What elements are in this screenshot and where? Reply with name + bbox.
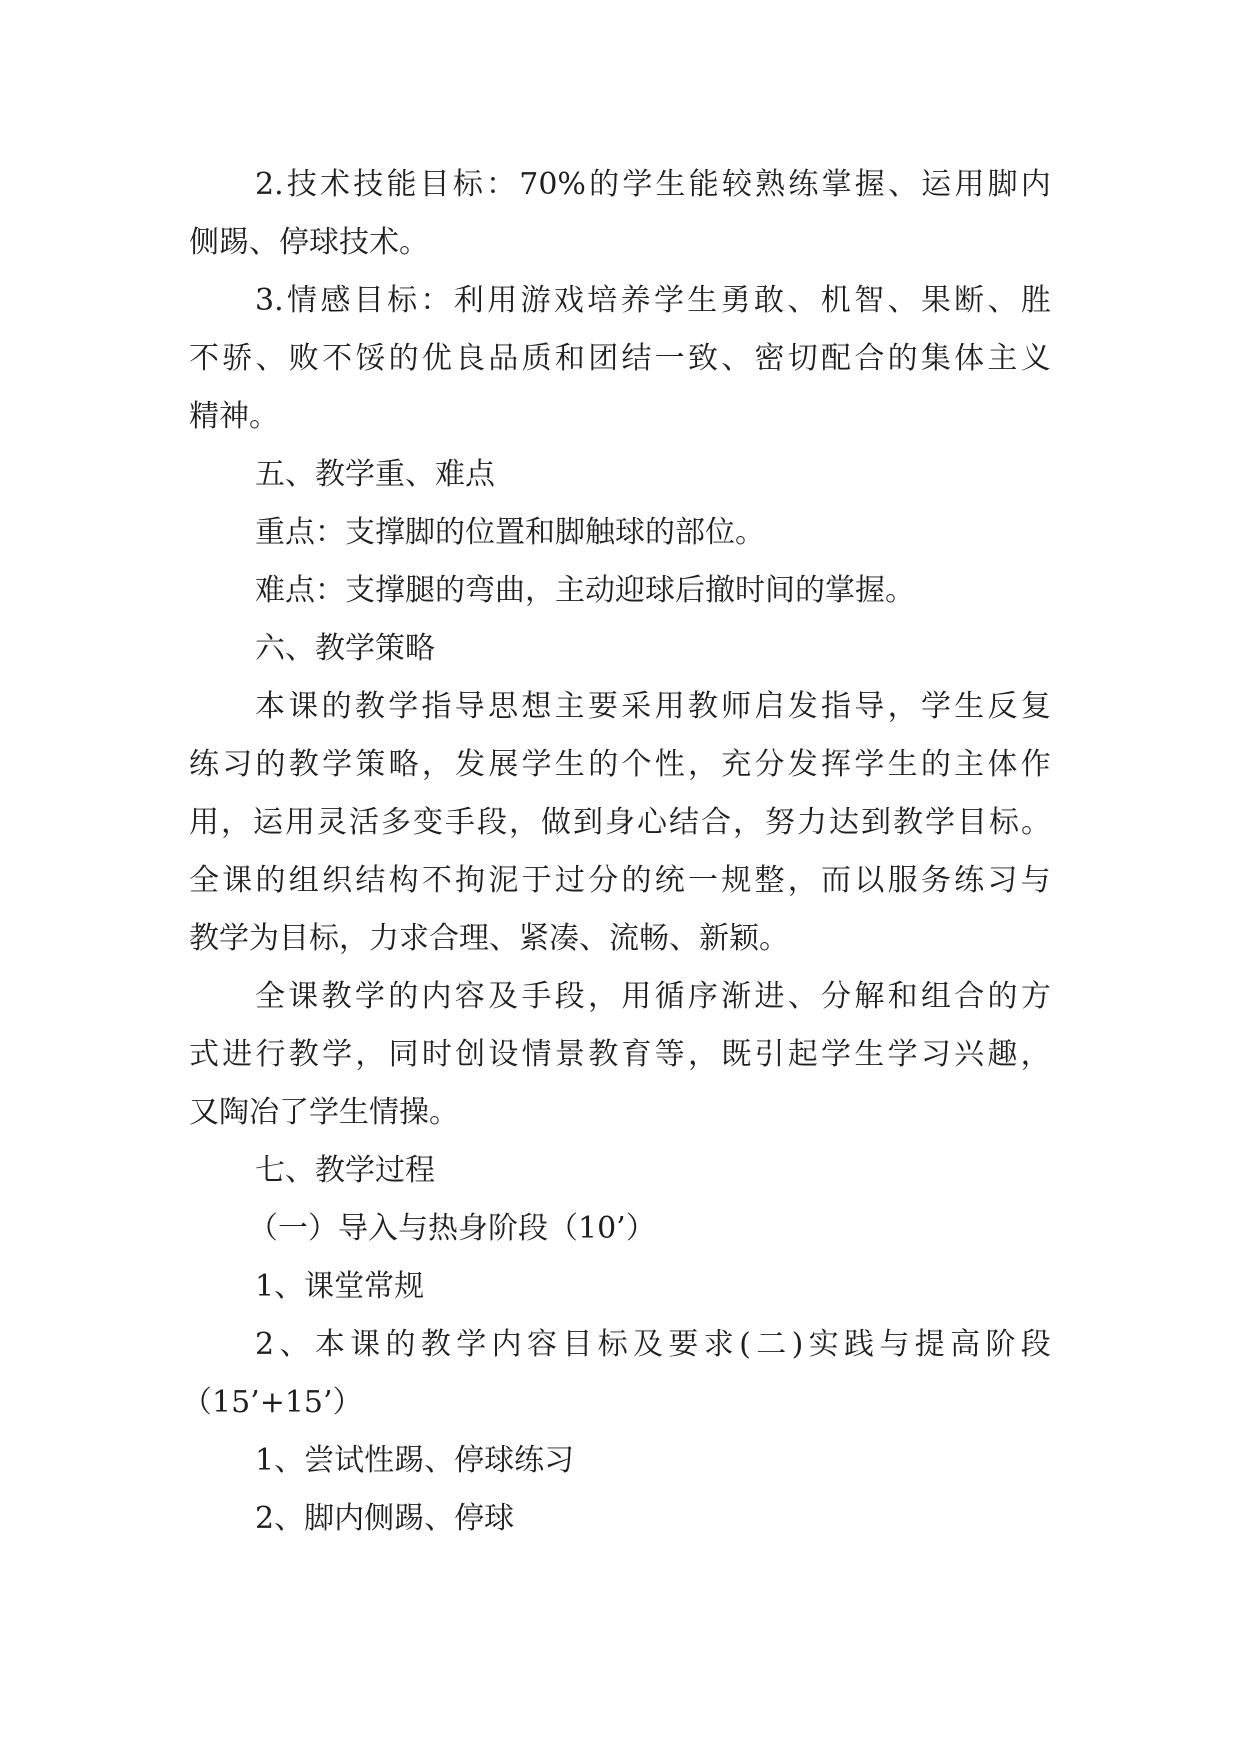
- strategy-paragraph-line: 本 课 的 教 学 指 导 思 想 主 要 采 用 教 师 启 发 指 导 ， 学 生 反 复: [255, 689, 1051, 724]
- goal-skill-line: 2. 技 术 技 能 目 标 ： 70% 的 学 生 能 较 熟 练 掌 握 、 运 用 脚 内: [255, 167, 1051, 202]
- section-heading-strategy: 六、教学策略: [255, 631, 435, 666]
- content-paragraph-line: 全 课 教 学 的 内 容 及 手 段 ， 用 循 序 渐 进 、 分 解 和 组 合 的 方: [255, 979, 1051, 1014]
- process-item-inside-foot: 2、脚内侧踢、停球: [255, 1501, 515, 1536]
- content-paragraph-line: 又陶冶了学生情操。: [189, 1095, 459, 1130]
- key-point-text: 重点：支撑脚的位置和脚触球的部位。: [255, 515, 765, 550]
- goal-affective-end: 精神。: [189, 399, 279, 434]
- process-item-routine: 1、课堂常规: [255, 1269, 425, 1304]
- process-stage-timing: （15’+15’）: [182, 1385, 363, 1420]
- goal-affective-line: 3. 情 感 目 标 ： 利 用 游 戏 培 养 学 生 勇 敢 、 机 智 、 果 断 、 胜: [255, 283, 1051, 318]
- process-stage-warmup: （一）导入与热身阶段（10’）: [248, 1211, 656, 1246]
- strategy-paragraph-line: 全 课 的 组 织 结 构 不 拘 泥 于 过 分 的 统 一 规 整 ， 而 以 服 务 练 习 与: [189, 863, 1051, 898]
- strategy-paragraph-line: 教学为目标，力求合理、紧凑、流畅、新颖。: [189, 921, 789, 956]
- difficulty-text: 难点：支撑腿的弯曲，主动迎球后撤时间的掌握。: [255, 573, 915, 608]
- goal-skill-continuation: 侧踢、停球技术。: [189, 225, 429, 260]
- process-item-trial-practice: 1、尝试性踢、停球练习: [255, 1443, 575, 1478]
- strategy-paragraph-line: 练 习 的 教 学 策 略 ， 发 展 学 生 的 个 性 ， 充 分 发 挥 学 生 的 主 体 作: [189, 747, 1051, 782]
- goal-affective-continuation: 不 骄 、 败 不 馁 的 优 良 品 质 和 团 结 一 致 、 密 切 配 合 的 集 体 主 义: [189, 341, 1051, 376]
- process-item-objectives: 2 、 本 课 的 教 学 内 容 目 标 及 要 求 ( 二 ) 实 践 与 提 高 阶 段: [255, 1327, 1051, 1362]
- strategy-paragraph-line: 用 ， 运 用 灵 活 多 变 手 段 ， 做 到 身 心 结 合 ， 努 力 达 到 教 学 目 标 。: [189, 805, 1051, 840]
- content-paragraph-line: 式 进 行 教 学 ， 同 时 创 设 情 景 教 育 等 ， 既 引 起 学 生 学 习 兴 趣 ，: [189, 1037, 1051, 1072]
- section-heading-key-points: 五、教学重、难点: [255, 457, 495, 492]
- section-heading-process: 七、教学过程: [255, 1153, 435, 1188]
